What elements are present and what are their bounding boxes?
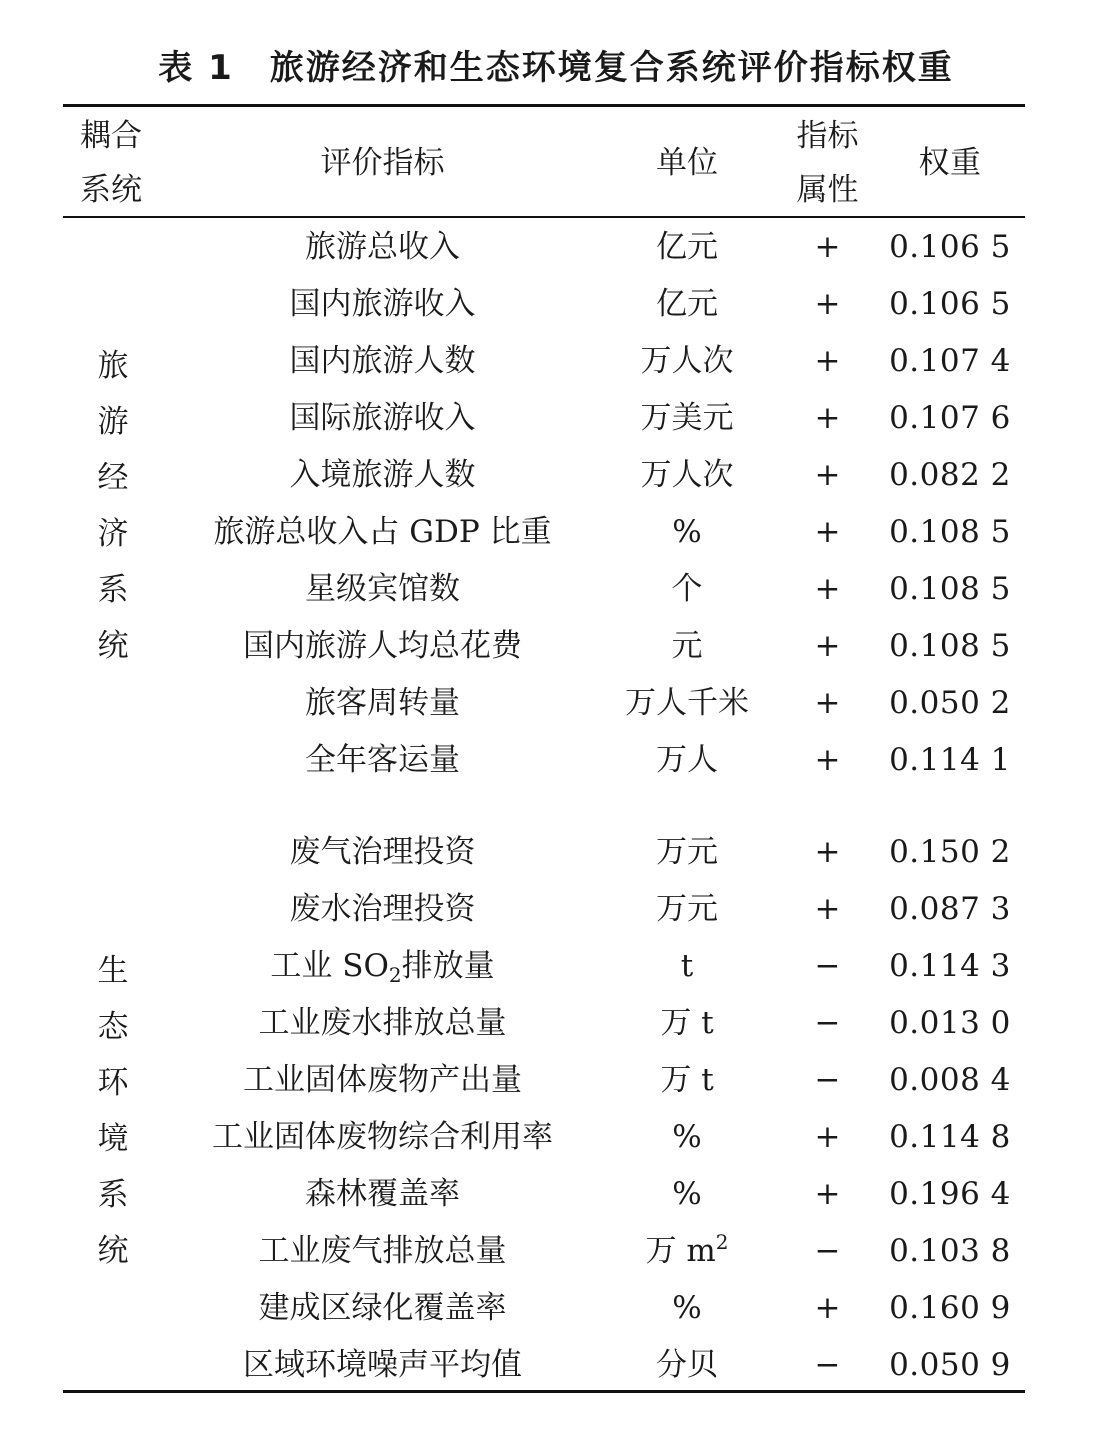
group-char: 系 bbox=[97, 572, 129, 608]
unit-cell: % bbox=[672, 514, 702, 550]
weight-cell: 0.108 5 bbox=[889, 628, 1011, 664]
attribute-cell: + bbox=[814, 1119, 841, 1155]
group-char: 游 bbox=[97, 404, 129, 440]
group-char: 经 bbox=[97, 460, 129, 496]
group-char: 旅 bbox=[97, 348, 129, 384]
indicator-cell: 入境旅游人数 bbox=[289, 457, 476, 493]
group-char: 环 bbox=[97, 1065, 129, 1101]
group-char: 济 bbox=[97, 516, 129, 552]
unit-cell bbox=[612, 1231, 762, 1271]
attribute-cell: + bbox=[814, 400, 841, 436]
header-system-line2: 系统 bbox=[80, 172, 142, 208]
attribute-cell: − bbox=[814, 1347, 841, 1383]
weight-cell: 0.114 3 bbox=[889, 948, 1011, 984]
indicator-cell: 国内旅游人数 bbox=[289, 343, 476, 379]
unit-cell: 万人次 bbox=[640, 457, 734, 493]
indicator-cell bbox=[150, 946, 615, 986]
unit-cell: % bbox=[672, 1176, 702, 1212]
bottom-rule bbox=[63, 1390, 1025, 1393]
weight-cell: 0.196 4 bbox=[889, 1176, 1011, 1212]
table-caption: 旅游经济和生态环境复合系统评价指标权重 bbox=[269, 48, 954, 88]
unit-cell: 个 bbox=[671, 571, 703, 607]
weight-cell: 0.107 4 bbox=[889, 343, 1011, 379]
attribute-cell: − bbox=[814, 1062, 841, 1098]
attribute-cell: + bbox=[814, 343, 841, 379]
attribute-cell: + bbox=[814, 628, 841, 664]
attribute-cell: + bbox=[814, 1176, 841, 1212]
group-ecological-environment bbox=[96, 943, 130, 1279]
attribute-cell: + bbox=[814, 685, 841, 721]
attribute-cell: + bbox=[814, 834, 841, 870]
indicator-cell: 工业废气排放总量 bbox=[258, 1233, 507, 1269]
header-unit: 单位 bbox=[656, 145, 718, 181]
group-char: 态 bbox=[97, 1009, 129, 1045]
group-char: 生 bbox=[97, 953, 129, 989]
weight-cell: 0.108 5 bbox=[889, 571, 1011, 607]
unit-cell: 万 t bbox=[660, 1005, 714, 1041]
unit-cell: 万元 bbox=[656, 891, 718, 927]
indicator-cell: 旅客周转量 bbox=[305, 685, 460, 721]
group-tourism-economy bbox=[96, 338, 130, 674]
indicator-text: 排放量 bbox=[401, 948, 495, 984]
attribute-cell: − bbox=[814, 1005, 841, 1041]
group-char: 境 bbox=[97, 1121, 129, 1157]
weight-cell: 0.013 0 bbox=[889, 1005, 1011, 1041]
indicator-cell: 废气治理投资 bbox=[289, 834, 476, 870]
indicator-cell: 旅游总收入占 GDP 比重 bbox=[213, 514, 552, 550]
weight-cell: 0.108 5 bbox=[889, 514, 1011, 550]
indicator-cell: 森林覆盖率 bbox=[305, 1176, 460, 1212]
unit-cell: 分贝 bbox=[656, 1347, 718, 1383]
weight-cell: 0.008 4 bbox=[889, 1062, 1011, 1098]
unit-cell: 万人次 bbox=[640, 343, 734, 379]
unit-cell: 万 t bbox=[660, 1062, 714, 1098]
indicator-cell: 全年客运量 bbox=[305, 742, 460, 778]
header-attribute-line1: 指标 bbox=[796, 118, 859, 154]
weight-cell: 0.106 5 bbox=[889, 286, 1011, 322]
indicator-cell: 星级宾馆数 bbox=[305, 571, 460, 607]
unit-cell: 万人千米 bbox=[625, 685, 749, 721]
unit-cell: 万人 bbox=[656, 742, 718, 778]
header-system-line1: 耦合 bbox=[80, 118, 142, 154]
unit-cell: % bbox=[672, 1290, 702, 1326]
indicator-cell: 建成区绿化覆盖率 bbox=[258, 1290, 507, 1326]
weight-cell: 0.087 3 bbox=[889, 891, 1011, 927]
indicator-cell: 工业固体废物综合利用率 bbox=[212, 1119, 553, 1155]
unit-cell: 亿元 bbox=[656, 229, 718, 265]
indicator-cell: 国内旅游人均总花费 bbox=[243, 628, 522, 664]
group-char: 统 bbox=[97, 628, 129, 664]
indicator-cell: 工业固体废物产出量 bbox=[243, 1062, 522, 1098]
indicator-cell: 废水治理投资 bbox=[289, 891, 476, 927]
attribute-cell: + bbox=[814, 229, 841, 265]
attribute-cell: + bbox=[814, 742, 841, 778]
weight-cell: 0.050 9 bbox=[889, 1347, 1011, 1383]
weight-cell: 0.082 2 bbox=[889, 457, 1011, 493]
indicator-cell: 区域环境噪声平均值 bbox=[243, 1347, 522, 1383]
unit-cell: 元 bbox=[671, 628, 703, 664]
weight-cell: 0.160 9 bbox=[889, 1290, 1011, 1326]
weight-cell: 0.103 8 bbox=[889, 1233, 1011, 1269]
weight-cell: 0.106 5 bbox=[889, 229, 1011, 265]
table-number: 表 1 bbox=[158, 48, 234, 88]
unit-cell: 万美元 bbox=[640, 400, 734, 436]
indicator-cell: 国际旅游收入 bbox=[289, 400, 476, 436]
header-indicator: 评价指标 bbox=[320, 145, 445, 181]
attribute-cell: + bbox=[814, 514, 841, 550]
indicator-text: 工业 SO bbox=[270, 948, 389, 984]
table-title bbox=[0, 40, 1112, 89]
attribute-cell: + bbox=[814, 457, 841, 493]
header-weight: 权重 bbox=[918, 145, 982, 181]
weight-cell: 0.150 2 bbox=[889, 834, 1011, 870]
subscript: 2 bbox=[388, 963, 402, 987]
attribute-cell: + bbox=[814, 1290, 841, 1326]
header-rule bbox=[63, 216, 1025, 218]
unit-cell: 亿元 bbox=[656, 286, 718, 322]
group-char: 系 bbox=[97, 1177, 129, 1213]
indicator-cell: 工业废水排放总量 bbox=[258, 1005, 507, 1041]
attribute-cell: + bbox=[814, 286, 841, 322]
attribute-cell: − bbox=[814, 1233, 841, 1269]
group-char: 统 bbox=[97, 1233, 129, 1269]
weight-cell: 0.050 2 bbox=[889, 685, 1011, 721]
attribute-cell: + bbox=[814, 571, 841, 607]
top-rule bbox=[63, 104, 1025, 107]
unit-cell: 万元 bbox=[656, 834, 718, 870]
attribute-cell: + bbox=[814, 891, 841, 927]
indicator-cell: 国内旅游收入 bbox=[289, 286, 476, 322]
unit-cell: t bbox=[680, 948, 694, 984]
weight-cell: 0.107 6 bbox=[889, 400, 1011, 436]
weight-cell: 0.114 1 bbox=[889, 742, 1011, 778]
weight-cell: 0.114 8 bbox=[889, 1119, 1011, 1155]
attribute-cell: − bbox=[814, 948, 841, 984]
header-attribute-line2: 属性 bbox=[796, 172, 859, 208]
indicator-cell: 旅游总收入 bbox=[305, 229, 460, 265]
unit-text: 万 m bbox=[645, 1233, 716, 1269]
unit-cell: % bbox=[672, 1119, 702, 1155]
superscript: 2 bbox=[715, 1230, 729, 1254]
